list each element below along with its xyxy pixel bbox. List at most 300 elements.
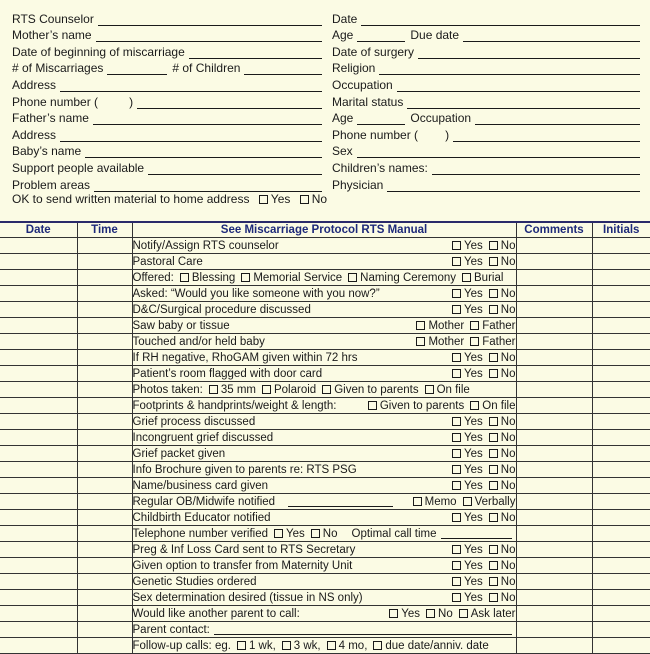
option bbox=[325, 640, 368, 652]
checkbox[interactable] bbox=[262, 385, 271, 394]
option bbox=[468, 336, 515, 348]
date-cell[interactable] bbox=[0, 542, 77, 558]
ok-to-send-row bbox=[12, 192, 327, 206]
protocol-table bbox=[0, 223, 650, 654]
field-line[interactable] bbox=[432, 163, 640, 175]
date-column-header: Date bbox=[0, 223, 77, 238]
checkbox[interactable] bbox=[489, 433, 498, 442]
form-field-row bbox=[12, 109, 322, 126]
field-line[interactable] bbox=[102, 98, 124, 109]
comments-cell[interactable] bbox=[516, 254, 592, 270]
protocol-item bbox=[133, 272, 516, 284]
option bbox=[487, 560, 516, 572]
field-line[interactable] bbox=[387, 180, 640, 192]
checkbox[interactable] bbox=[322, 385, 331, 394]
option-group bbox=[410, 320, 515, 332]
time-cell[interactable] bbox=[77, 526, 132, 542]
option bbox=[487, 256, 516, 268]
date-cell[interactable] bbox=[0, 462, 77, 478]
protocol-item bbox=[133, 304, 516, 316]
table-row bbox=[0, 382, 650, 398]
checkbox[interactable] bbox=[282, 641, 291, 650]
comments-cell[interactable] bbox=[516, 238, 592, 254]
time-cell[interactable] bbox=[77, 446, 132, 462]
protocol-cell bbox=[132, 318, 516, 334]
date-cell[interactable] bbox=[0, 494, 77, 510]
initials-cell[interactable] bbox=[592, 558, 650, 574]
initials-cell[interactable] bbox=[592, 254, 650, 270]
protocol-text: Sex determination desired (tissue in NS only) bbox=[132, 591, 363, 604]
protocol-text: Would like another parent to call: bbox=[132, 607, 300, 620]
checkbox[interactable] bbox=[452, 577, 461, 586]
option-group bbox=[446, 464, 515, 476]
date-cell[interactable] bbox=[0, 638, 77, 654]
option-group bbox=[383, 608, 515, 620]
checkbox[interactable] bbox=[489, 257, 498, 266]
date-cell[interactable] bbox=[0, 238, 77, 254]
yes-checkbox[interactable] bbox=[259, 195, 268, 204]
protocol-text: Grief packet given bbox=[132, 447, 226, 460]
table-row bbox=[0, 590, 650, 606]
protocol-text: Photos taken: bbox=[132, 383, 203, 396]
checkbox[interactable] bbox=[452, 353, 461, 362]
initials-cell[interactable] bbox=[592, 430, 650, 446]
time-cell[interactable] bbox=[77, 398, 132, 414]
checkbox[interactable] bbox=[452, 449, 461, 458]
checkbox[interactable] bbox=[489, 449, 498, 458]
option-label: Given to parents bbox=[334, 383, 419, 396]
option-label: Yes bbox=[464, 591, 483, 604]
initials-cell[interactable] bbox=[592, 366, 650, 382]
checkbox[interactable] bbox=[209, 385, 218, 394]
date-cell[interactable] bbox=[0, 414, 77, 430]
checkbox[interactable] bbox=[426, 609, 435, 618]
option-group bbox=[446, 368, 515, 380]
field-line[interactable] bbox=[244, 63, 322, 75]
field-line[interactable] bbox=[379, 63, 640, 75]
initials-cell[interactable] bbox=[592, 590, 650, 606]
time-cell[interactable] bbox=[77, 254, 132, 270]
time-cell[interactable] bbox=[77, 622, 132, 638]
protocol-text: Childbirth Educator notified bbox=[132, 511, 271, 524]
option-group bbox=[446, 560, 515, 572]
protocol-text: Info Brochure given to parents re: RTS PSG bbox=[132, 463, 357, 476]
checkbox[interactable] bbox=[470, 321, 479, 330]
time-cell[interactable] bbox=[77, 430, 132, 446]
comments-cell[interactable] bbox=[516, 318, 592, 334]
checkbox[interactable] bbox=[470, 401, 479, 410]
table-row bbox=[0, 414, 650, 430]
field-line[interactable] bbox=[137, 97, 322, 109]
comments-cell[interactable] bbox=[516, 622, 592, 638]
field-line[interactable] bbox=[96, 30, 322, 42]
checkbox[interactable] bbox=[489, 561, 498, 570]
comments-cell[interactable] bbox=[516, 510, 592, 526]
protocol-column-header: See Miscarriage Protocol RTS Manual bbox=[132, 223, 516, 238]
date-cell[interactable] bbox=[0, 302, 77, 318]
date-cell[interactable] bbox=[0, 622, 77, 638]
time-cell[interactable] bbox=[77, 414, 132, 430]
date-cell[interactable] bbox=[0, 446, 77, 462]
field-line[interactable] bbox=[85, 146, 322, 158]
comments-cell[interactable] bbox=[516, 446, 592, 462]
checkbox[interactable] bbox=[452, 289, 461, 298]
date-cell[interactable] bbox=[0, 270, 77, 286]
checkbox[interactable] bbox=[489, 241, 498, 250]
comments-cell[interactable] bbox=[516, 398, 592, 414]
field-line[interactable] bbox=[93, 113, 322, 125]
time-cell[interactable] bbox=[77, 574, 132, 590]
comments-cell[interactable] bbox=[516, 430, 592, 446]
field-line[interactable] bbox=[98, 14, 322, 26]
time-cell[interactable] bbox=[77, 510, 132, 526]
checkbox[interactable] bbox=[452, 417, 461, 426]
table-row bbox=[0, 446, 650, 462]
initials-cell[interactable] bbox=[592, 382, 650, 398]
date-cell[interactable] bbox=[0, 366, 77, 382]
option-group bbox=[446, 448, 515, 460]
comments-cell[interactable] bbox=[516, 270, 592, 286]
option-label: Memorial Service bbox=[253, 271, 343, 284]
checkbox[interactable] bbox=[489, 305, 498, 314]
option bbox=[457, 608, 516, 620]
checkbox[interactable] bbox=[452, 481, 461, 490]
date-cell[interactable] bbox=[0, 478, 77, 494]
comments-column-header: Comments bbox=[516, 223, 592, 238]
protocol-item bbox=[133, 544, 516, 556]
date-cell[interactable] bbox=[0, 254, 77, 270]
checkbox[interactable] bbox=[452, 241, 461, 250]
no-label: No bbox=[311, 192, 328, 206]
initials-cell[interactable] bbox=[592, 478, 650, 494]
option-group bbox=[446, 288, 515, 300]
table-row bbox=[0, 366, 650, 382]
field-line[interactable] bbox=[397, 80, 640, 92]
table-row bbox=[0, 318, 650, 334]
protocol-cell bbox=[132, 382, 516, 398]
time-cell[interactable] bbox=[77, 462, 132, 478]
protocol-item bbox=[133, 592, 516, 604]
initials-cell[interactable] bbox=[592, 622, 650, 638]
checkbox[interactable] bbox=[489, 545, 498, 554]
protocol-cell bbox=[132, 510, 516, 526]
checkbox[interactable] bbox=[241, 273, 250, 282]
table-row bbox=[0, 494, 650, 510]
field-line[interactable] bbox=[357, 146, 640, 158]
option-label: Burial bbox=[474, 271, 504, 284]
comments-cell[interactable] bbox=[516, 350, 592, 366]
checkbox[interactable] bbox=[459, 609, 468, 618]
date-cell[interactable] bbox=[0, 558, 77, 574]
option-group bbox=[446, 240, 515, 252]
comments-cell[interactable] bbox=[516, 286, 592, 302]
protocol-cell bbox=[132, 542, 516, 558]
comments-cell[interactable] bbox=[516, 478, 592, 494]
protocol-item bbox=[133, 432, 516, 444]
checkbox[interactable] bbox=[327, 641, 336, 650]
time-cell[interactable] bbox=[77, 494, 132, 510]
field-line[interactable] bbox=[475, 113, 640, 125]
comments-cell[interactable] bbox=[516, 526, 592, 542]
protocol-text: Notify/Assign RTS counselor bbox=[132, 239, 279, 252]
field-label: Sex bbox=[332, 144, 353, 159]
initials-cell[interactable] bbox=[592, 494, 650, 510]
form-field-row bbox=[12, 75, 322, 92]
protocol-item bbox=[133, 320, 516, 332]
checkbox[interactable] bbox=[413, 497, 422, 506]
option bbox=[424, 608, 453, 620]
protocol-cell bbox=[132, 558, 516, 574]
field-line[interactable] bbox=[422, 131, 440, 142]
initials-cell[interactable] bbox=[592, 574, 650, 590]
protocol-item bbox=[133, 496, 516, 508]
checkbox[interactable] bbox=[425, 385, 434, 394]
option-label: Polaroid bbox=[273, 383, 317, 396]
checkbox[interactable] bbox=[416, 337, 425, 346]
form-field-row bbox=[12, 175, 322, 192]
option-group bbox=[446, 304, 515, 316]
protocol-cell bbox=[132, 462, 516, 478]
option-group bbox=[410, 336, 515, 348]
blank-line[interactable] bbox=[288, 496, 393, 507]
option bbox=[272, 528, 305, 540]
checkbox[interactable] bbox=[368, 401, 377, 410]
comments-cell[interactable] bbox=[516, 542, 592, 558]
field-line[interactable] bbox=[357, 113, 405, 125]
field-label: Occupation bbox=[332, 77, 393, 92]
checkbox[interactable] bbox=[489, 417, 498, 426]
checkbox[interactable] bbox=[452, 433, 461, 442]
field-label: Occupation bbox=[410, 111, 472, 126]
date-cell[interactable] bbox=[0, 286, 77, 302]
field-line[interactable] bbox=[60, 130, 322, 142]
initials-cell[interactable] bbox=[592, 302, 650, 318]
checkbox[interactable] bbox=[489, 369, 498, 378]
option bbox=[320, 384, 418, 396]
blank-line[interactable] bbox=[441, 528, 512, 539]
checkbox[interactable] bbox=[452, 561, 461, 570]
comments-cell[interactable] bbox=[516, 606, 592, 622]
option bbox=[461, 496, 516, 508]
initials-cell[interactable] bbox=[592, 318, 650, 334]
comments-cell[interactable] bbox=[516, 302, 592, 318]
field-line[interactable] bbox=[60, 80, 322, 92]
initials-cell[interactable] bbox=[592, 350, 650, 366]
protocol-item bbox=[133, 560, 516, 572]
date-cell[interactable] bbox=[0, 334, 77, 350]
date-cell[interactable] bbox=[0, 606, 77, 622]
checkbox[interactable] bbox=[489, 481, 498, 490]
protocol-cell bbox=[132, 526, 516, 542]
field-line[interactable] bbox=[189, 47, 322, 59]
comments-cell[interactable] bbox=[516, 558, 592, 574]
checkbox[interactable] bbox=[237, 641, 246, 650]
checkbox[interactable] bbox=[389, 609, 398, 618]
option-label: No bbox=[500, 479, 516, 492]
time-cell[interactable] bbox=[77, 606, 132, 622]
initials-cell[interactable] bbox=[592, 398, 650, 414]
time-cell[interactable] bbox=[77, 558, 132, 574]
field-label: Address bbox=[12, 127, 57, 142]
checkbox[interactable] bbox=[489, 465, 498, 474]
date-cell[interactable] bbox=[0, 526, 77, 542]
option-group bbox=[446, 256, 515, 268]
time-cell[interactable] bbox=[77, 542, 132, 558]
time-cell[interactable] bbox=[77, 382, 132, 398]
ok-to-send-label: OK to send written material to home address bbox=[12, 192, 250, 206]
time-cell[interactable] bbox=[77, 638, 132, 654]
checkbox[interactable] bbox=[489, 353, 498, 362]
initials-cell[interactable] bbox=[592, 542, 650, 558]
time-cell[interactable] bbox=[77, 366, 132, 382]
time-cell[interactable] bbox=[77, 302, 132, 318]
date-cell[interactable] bbox=[0, 574, 77, 590]
checkbox[interactable] bbox=[452, 545, 461, 554]
date-cell[interactable] bbox=[0, 590, 77, 606]
yes-label: Yes bbox=[270, 192, 291, 206]
option-label: Yes bbox=[464, 543, 483, 556]
comments-cell[interactable] bbox=[516, 590, 592, 606]
date-cell[interactable] bbox=[0, 350, 77, 366]
date-cell[interactable] bbox=[0, 430, 77, 446]
table-row bbox=[0, 622, 650, 638]
checkbox[interactable] bbox=[463, 497, 472, 506]
time-column-header: Time bbox=[77, 223, 132, 238]
comments-cell[interactable] bbox=[516, 382, 592, 398]
comments-cell[interactable] bbox=[516, 414, 592, 430]
checkbox[interactable] bbox=[489, 289, 498, 298]
no-checkbox[interactable] bbox=[300, 195, 309, 204]
time-cell[interactable] bbox=[77, 590, 132, 606]
checkbox[interactable] bbox=[489, 577, 498, 586]
right-fields bbox=[332, 9, 640, 192]
field-line[interactable] bbox=[357, 30, 405, 42]
option-label: No bbox=[500, 287, 516, 300]
checkbox[interactable] bbox=[180, 273, 189, 282]
comments-cell[interactable] bbox=[516, 366, 592, 382]
option bbox=[487, 592, 516, 604]
checkbox[interactable] bbox=[452, 513, 461, 522]
table-row bbox=[0, 462, 650, 478]
option bbox=[450, 240, 483, 252]
time-cell[interactable] bbox=[77, 318, 132, 334]
table-row bbox=[0, 542, 650, 558]
option-group bbox=[446, 432, 515, 444]
initials-cell[interactable] bbox=[592, 606, 650, 622]
initials-cell[interactable] bbox=[592, 462, 650, 478]
option bbox=[411, 496, 457, 508]
initials-cell[interactable] bbox=[592, 414, 650, 430]
checkbox[interactable] bbox=[373, 641, 382, 650]
after-label: Optimal call time bbox=[351, 527, 437, 540]
option bbox=[450, 576, 483, 588]
comments-cell[interactable] bbox=[516, 638, 592, 654]
time-cell[interactable] bbox=[77, 350, 132, 366]
initials-cell[interactable] bbox=[592, 270, 650, 286]
field-line[interactable] bbox=[463, 30, 640, 42]
option-label: Blessing bbox=[191, 271, 236, 284]
field-line[interactable] bbox=[107, 63, 167, 75]
comments-cell[interactable] bbox=[516, 574, 592, 590]
time-cell[interactable] bbox=[77, 270, 132, 286]
field-line[interactable] bbox=[453, 130, 640, 142]
form-field-row bbox=[12, 26, 322, 43]
option-group bbox=[446, 352, 515, 364]
comments-cell[interactable] bbox=[516, 494, 592, 510]
date-cell[interactable] bbox=[0, 318, 77, 334]
protocol-cell bbox=[132, 446, 516, 462]
option bbox=[487, 368, 516, 380]
protocol-item bbox=[133, 624, 516, 636]
checkbox[interactable] bbox=[452, 305, 461, 314]
protocol-item bbox=[133, 528, 516, 540]
option-label: Yes bbox=[464, 303, 483, 316]
checkbox[interactable] bbox=[311, 529, 320, 538]
form-field-row bbox=[332, 109, 640, 126]
time-cell[interactable] bbox=[77, 334, 132, 350]
initials-cell[interactable] bbox=[592, 334, 650, 350]
option bbox=[239, 272, 342, 284]
option-group bbox=[446, 592, 515, 604]
comments-cell[interactable] bbox=[516, 334, 592, 350]
checkbox[interactable] bbox=[470, 337, 479, 346]
checkbox[interactable] bbox=[462, 273, 471, 282]
time-cell[interactable] bbox=[77, 286, 132, 302]
option-label: No bbox=[500, 511, 516, 524]
checkbox[interactable] bbox=[452, 465, 461, 474]
table-row bbox=[0, 334, 650, 350]
field-line[interactable] bbox=[418, 47, 640, 59]
form-field-row bbox=[332, 92, 640, 109]
date-cell[interactable] bbox=[0, 398, 77, 414]
form-field-row bbox=[12, 92, 322, 109]
option-label: Yes bbox=[464, 239, 483, 252]
form-field-row bbox=[332, 75, 640, 92]
protocol-text: Parent contact: bbox=[132, 623, 210, 636]
form-field-row bbox=[12, 59, 322, 76]
protocol-cell bbox=[132, 478, 516, 494]
initials-cell[interactable] bbox=[592, 238, 650, 254]
initials-cell[interactable] bbox=[592, 446, 650, 462]
option bbox=[178, 272, 235, 284]
checkbox[interactable] bbox=[416, 321, 425, 330]
checkbox[interactable] bbox=[274, 529, 283, 538]
initials-cell[interactable] bbox=[592, 286, 650, 302]
time-cell[interactable] bbox=[77, 238, 132, 254]
checkbox[interactable] bbox=[452, 593, 461, 602]
initials-cell[interactable] bbox=[592, 510, 650, 526]
date-cell[interactable] bbox=[0, 510, 77, 526]
time-cell[interactable] bbox=[77, 478, 132, 494]
initials-cell[interactable] bbox=[592, 526, 650, 542]
checkbox[interactable] bbox=[489, 593, 498, 602]
initials-cell[interactable] bbox=[592, 638, 650, 654]
checkbox[interactable] bbox=[452, 257, 461, 266]
field-line[interactable] bbox=[361, 14, 640, 26]
blank-line[interactable] bbox=[214, 624, 512, 635]
option-label: Yes bbox=[464, 255, 483, 268]
field-line[interactable] bbox=[148, 163, 322, 175]
field-line[interactable] bbox=[407, 97, 640, 109]
checkbox[interactable] bbox=[489, 513, 498, 522]
checkbox[interactable] bbox=[348, 273, 357, 282]
field-line[interactable] bbox=[94, 180, 322, 192]
date-cell[interactable] bbox=[0, 382, 77, 398]
option bbox=[487, 544, 516, 556]
checkbox[interactable] bbox=[452, 369, 461, 378]
comments-cell[interactable] bbox=[516, 462, 592, 478]
form-field-row bbox=[12, 9, 322, 26]
